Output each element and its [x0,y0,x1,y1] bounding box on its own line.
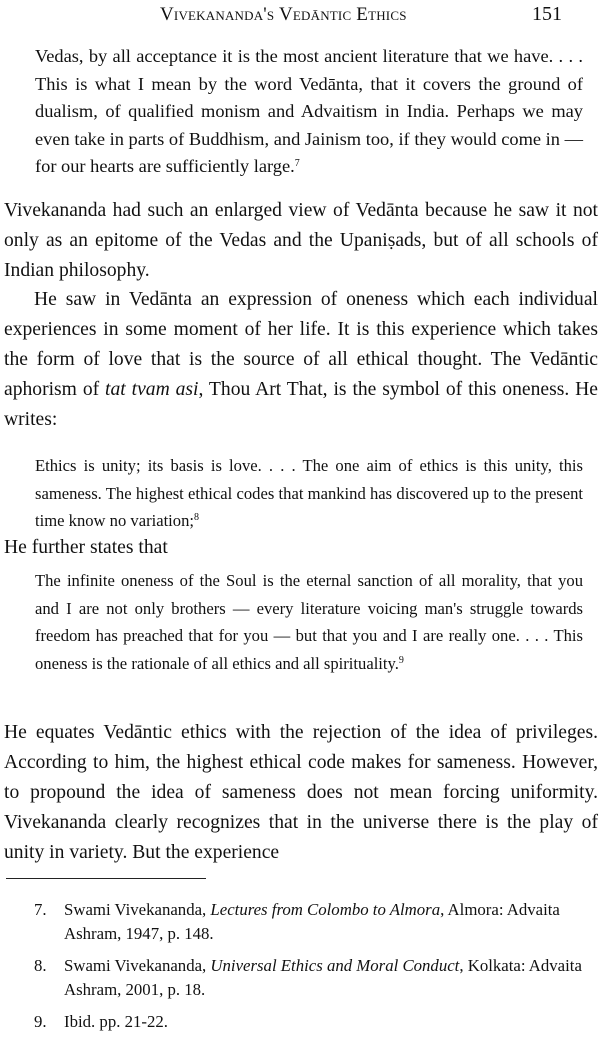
paragraph-1-text: Vivekananda had such an enlarged view of Vedānta because he saw it not only as an epitome of the Vedas and the Upaniṣads, but of all schools of Indian philosophy. [4,200,598,281]
footnote-publication: , Almora: Advaita Ashram, 1947, p. 148. [64,900,560,943]
footnote-ref-9[interactable]: 9 [398,654,404,666]
paragraph-3-text: He further states that [4,537,168,558]
paragraph-2-text-a: He saw in Vedānta an expression of oneness which each individual experiences in some moment of her life. It is this experience which takes the form of love that is the source of all ethical thought. The Vedāntic aphorism of [4,289,598,400]
block-quote-1 [35,43,583,181]
paragraph-3 [4,533,598,563]
footnote-9 [34,1010,584,1034]
running-head [0,2,600,30]
footnote-text: Ibid. pp. 21-22. [64,1012,168,1031]
page-number: 151 [532,3,562,25]
footnote-publication: , Kolkata: Advaita Ashram, 2001, p. 18. [64,956,582,999]
block-quote-2 [35,452,583,535]
footnote-number: 8. [34,956,47,975]
paragraph-4 [4,718,598,868]
paragraph-2-italic-phrase: tat tvam asi [105,379,199,400]
footnote-8 [34,954,584,1002]
paragraph-1 [4,196,598,286]
quote-3-text: The infinite oneness of the Soul is the eternal sanction of all morality, that you and I are not only brothers — every literature voicing man's struggle towards freedom has preached that for you — but that you and I are really one. . . . This oneness is the rationale of all ethics and all spirituality. [35,571,583,673]
footnote-ref-7[interactable]: 7 [294,158,300,169]
footnote-number: 7. [34,900,47,919]
running-title: Vivekananda's Vedāntic Ethics [160,4,407,25]
quote-1-text: Vedas, by all acceptance it is the most ancient literature that we have. . . . This is what I mean by the word Vedānta, that it covers the ground of dualism, of qualified monism and Advaitism in India. Perhaps we may even take in parts of Buddhism, and Jainism too, if they would come in — for our hearts are sufficiently large. [35,46,583,176]
footnote-7 [34,898,584,946]
footnote-title: Lectures from Colombo to Almora [210,900,441,919]
block-quote-3 [35,567,583,677]
footnote-number: 9. [34,1012,47,1031]
footnote-divider [6,878,206,879]
paragraph-2 [4,285,598,435]
paragraph-4-text: He equates Vedāntic ethics with the rejection of the idea of privileges. According to him, the highest ethical code makes for sameness. However, to propound the idea of sameness does not mean forcing uniformity. Vivekananda clearly recognizes that in the universe there is the play of unity in variety. But the experience [4,722,598,863]
footnote-author: Swami Vivekananda, [64,956,211,975]
quote-2-text: Ethics is unity; its basis is love. . . . The one aim of ethics is this unity, this sameness. The highest ethical codes that mankind has discovered up to the present time know no variation; [35,456,583,530]
footnote-author: Swami Vivekananda, [64,900,211,919]
footnote-ref-8[interactable]: 8 [194,512,199,523]
footnotes-section [34,898,584,1042]
footnote-title: Universal Ethics and Moral Conduct [210,956,460,975]
paragraph-2-text-b: , Thou Art That, is the symbol of this oneness. He writes: [4,379,598,430]
